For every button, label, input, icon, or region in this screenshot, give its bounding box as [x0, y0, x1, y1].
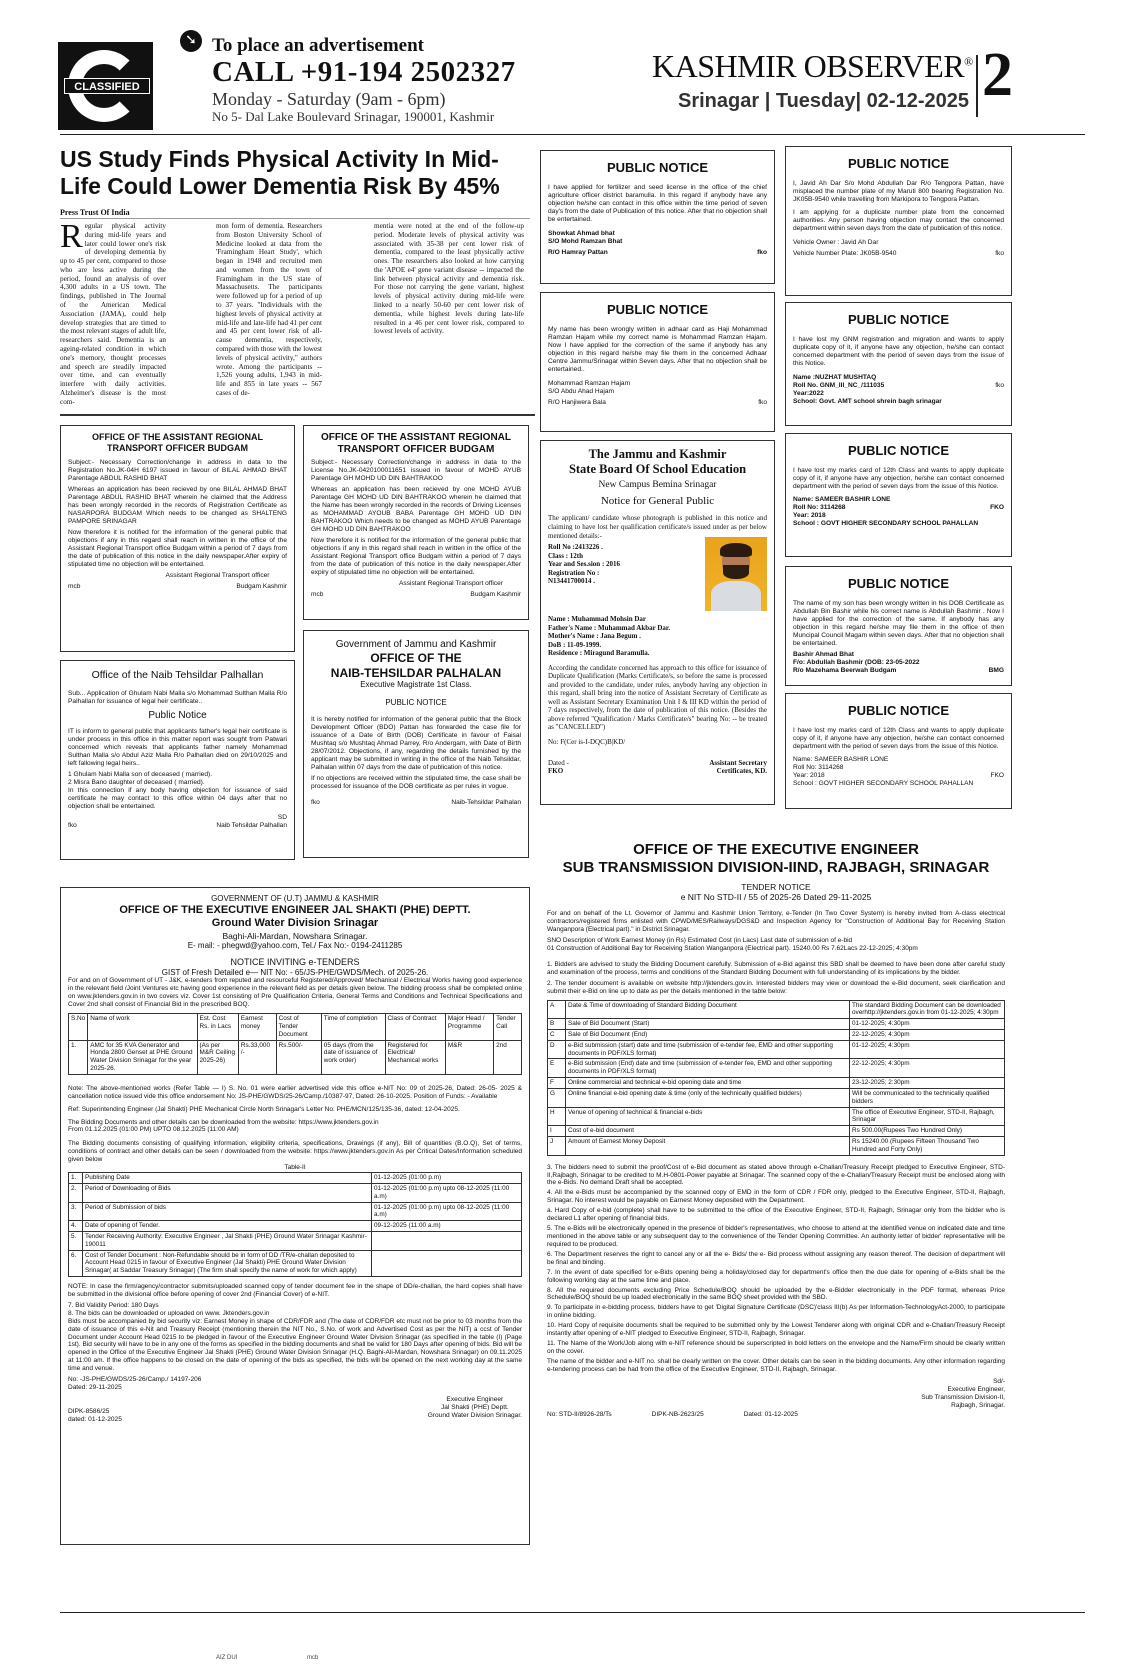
dipk-number: DIPK-8586/25 — [68, 1407, 110, 1415]
enit-number: e NIT No STD-II / 55 of 2025-26 Dated 29-11-2025 — [680, 891, 872, 902]
condition-paragraph: 4. All the e-Bids must be accompanied by the scanned copy of EMD in the form of CDR / FDR only, pledged to the Executive Engineer, STD-II, Rajbagh, Srinagar. No interest would be payable on Earnest Money deposited with the Department. — [547, 1189, 1005, 1205]
table-row — [69, 1221, 522, 1232]
notice-code: fko — [68, 822, 77, 830]
class: Class : 12th — [548, 551, 584, 560]
work-row-header: SNO Description of Work Earnest Money (in Rs) Estimated Cost (in Lacs) Last date of submission of e-bid — [547, 937, 853, 945]
notice-adhaar — [540, 292, 775, 432]
signatory-3: Ground Water Division Srinagar. — [427, 1412, 522, 1420]
notice-heading: TENDER NOTICE — [741, 881, 811, 892]
logo-text: CLASSIFIED — [64, 78, 150, 94]
applicant-name: Name :NUZHAT MUSHTAQ — [793, 373, 877, 381]
mother-name: Mother's Name : Jana Begum . — [548, 632, 641, 641]
table-cell: C — [548, 1030, 566, 1041]
table-cell: M&R — [445, 1040, 493, 1074]
table-header: Cost of Tender Document — [276, 1014, 321, 1040]
note: Note: The above-mentioned works (Refer Table — I) S. No. 01 were earlier advertised vide this office e-NIT No: 09 of 2025-26, Dated: 26-05- 2025 & cancellation notice issued vide this office endorsement No: JS-PHE/GWDS/25-26/Camp./10387-97, Dated: 26-10-2025. Position of Funds: - Available — [68, 1084, 522, 1100]
table-cell: e-Bid submission (start) date and time (submission of e-tender fee, EMD and other supporting documents in PDF/XLS format) — [566, 1040, 850, 1059]
signatory-1: Assistant Secretary — [709, 758, 767, 767]
notice-rto-registration — [60, 425, 295, 652]
note-2: NOTE: In case the firm/agency/contractor submits/uploaded scanned copy of tender document fee in the shape of DD/e-challan, the hard copies shall have be submitted in the divisional office before opening of cover 2nd (Financial Cover) of e-NIT. — [68, 1283, 522, 1298]
table-cell: Venue of opening of technical & financial e-bids — [566, 1107, 850, 1126]
work-row: 01 Construction of Additional Bay for Receiving Station Wanganpora (Electrical part). 15240.00 Rs 7.62Lacs 22-12-2025; 4:30pm — [547, 945, 918, 952]
notice-body: Whereas an application has been recieved by one MOHD AYUB Parentage GH MOHD UD DIN BAHTRAKOO wherein he claimed that the Name has been wrongly recorded in the records of Driving Licenses as MOHAMMAD AYOUB BABA Parentage GH MOHD UD DIN BAHTRAKOO Which needs to be changed as MOHD AYUB Parentage GH MOHD UD DIN BAHTRAKOO — [311, 486, 521, 534]
table-cell: Period of Submission of bids — [83, 1202, 372, 1221]
table-row — [69, 1202, 522, 1221]
table-cell: B — [548, 1019, 566, 1030]
table-cell: 22-12-2025; 4:30pm — [850, 1059, 1005, 1078]
notice-heading: NOTICE INVITING e-TENDERS — [230, 956, 360, 967]
applicant-parent: S/O Abdu Ahad Hajam — [548, 388, 614, 396]
table-cell: Date of opening of Tender. — [83, 1221, 372, 1232]
table-header: Earnest money — [238, 1014, 276, 1040]
notice-body: My name has been wrongly written in adhaar card as Haji Mohammad Ramzan Hajam while my correct name is Mohammad Ramzan Hajam. Now I have applied for the correction of the same if anybody has any objection in this regard he/she may file them in the concerned Adhaar Centre Jammu/Srinagar within Seven days. After that no objection shall be entertained.. — [548, 325, 767, 374]
table-cell: 2nd — [494, 1040, 522, 1074]
notice-code: fko — [995, 382, 1004, 390]
office-title: OFFICE OF THE ASSISTANT REGIONAL TRANSPORT OFFICER BUDGAM — [321, 432, 511, 455]
applicant-name: Mohammad Ramzan Hajam — [548, 380, 631, 388]
table-cell: Publishing Date — [83, 1173, 372, 1184]
table-cell: 5. — [69, 1231, 83, 1250]
notice-title: PUBLIC NOTICE — [606, 160, 709, 175]
notice-fertilizer — [540, 150, 775, 284]
table-row — [69, 1250, 522, 1276]
notice-code: FKO — [548, 767, 564, 776]
dipk-date: dated: 01-12-2025 — [68, 1416, 122, 1424]
bid-security: Bids must be accompanied by bid security viz: Earnest Money in shape of CDR/FDR and (The date of CDR/FDR etc must not be prior to 03 months from the date of issuance of this e-Nit and Treasury Receipt (mentioning therein the NIT No., S.No. of work and Advertised Cost as per the NIT) a ccst of Tender Document under Account Head 0215 to be pledged in favour of the Executive Engineer Ground Water Division Srinagar (as specified in the table (I) (Page 1st). Bid security will have to be in any one of the forms as specified in the bidding documents and shall be valid for 180 Days after opening of bids. Bid will be opened in the Office of the Executive Engineer Jal Shakti (PHE) Ground Water Division Srinagar (H.Q. Baghi-Ali-Mardan, Nowshara Srinagar) on 09.11.2025 at 11:00 am. If the office happens to be closed on the date of opening of the bids as specified, the bids will be opened on the next working day at the same time and venue. — [68, 1317, 522, 1373]
office-address: No 5- Dal Lake Boulevard Srinagar, 190001, Kashmir — [212, 109, 495, 124]
notice-code: FKO — [990, 503, 1004, 511]
notice-code: fko — [757, 249, 767, 257]
office-title-2: SUB TRANSMISSION DIVISION-IIND, RAJBAGH, SRINAGAR — [562, 859, 990, 877]
article-column-2: mon form of dementia. Researchers from Boston University School of Medicine looked at data from the 'Framingham Heart Study', which began in 1948 and recruited men and women from the town of Framingham in the US state of Massachusetts. The participants were followed up for a period of up to 37 years. "Individuals with the highest levels of physical activity at mid-life and late-life had 41 per cent and 45 per cent lower risk of all-cause dementia, respectively, compared with those with the lowest levels of physical activity," authors wrote. Among the participants -- 1,526 young adults, 1,943 in mid-life and 855 in late years -- 567 cases of de- — [216, 222, 322, 397]
subject: Sub... Application of Ghulam Nabi Malla s/o Mohammad Sulthan Malla R/o Palhallan for issuance of legal heir certificate.. — [68, 689, 287, 705]
signatory-1: Executive Engineer, — [947, 1385, 1005, 1393]
table-row — [548, 1078, 1005, 1089]
table-row — [548, 1107, 1005, 1126]
condition-paragraph: a. Hard Copy of e-bid (complete) shall have to be submitted to the office of the Executive Engineer, STD-II, Rajbagh, Srinagar only from the bidder who is declared L1 after opening of financial bids. — [547, 1207, 1005, 1223]
table-cell: 2. — [69, 1183, 83, 1202]
table-cell: Sale of Bid Document (Start) — [566, 1019, 850, 1030]
table-cell: 4. — [69, 1221, 83, 1232]
notice-vehicle — [785, 146, 1012, 296]
table-cell: Cost of Tender Document : Non-Refundable should be in form of DD /TR/e-challan deposited to Account Head 0215 in favour of Executive Engineer (Jal Shakti) PHE Ground Water Division Srinagar( at Saddar Treasury Srinagar) (The firm shall specify the name of work for which apply) — [83, 1250, 372, 1276]
page-number: 2 — [982, 41, 1013, 109]
board-title-1: The Jammu and Kashmir — [588, 447, 727, 461]
board-title-2: State Board Of School Education — [568, 462, 747, 477]
year: Year: 2018 — [793, 512, 826, 520]
notice-heading: Public Notice — [148, 709, 207, 721]
notice-naib-tehsildar-1 — [60, 660, 295, 860]
table-cell: Period of Downloading of Bids — [83, 1183, 372, 1202]
table-row — [548, 1136, 1005, 1155]
table-cell: 09-12-2025 (11:00 a.m) — [372, 1221, 522, 1232]
table-row — [548, 1000, 1005, 1019]
table-cell: 01-12-2025 (01:00 p.m) upto 08-12-2025 (11:00 a.m) — [372, 1202, 522, 1221]
applicant-address: R/o Mazehama Beerwah Budgam — [793, 667, 897, 675]
table-cell: G — [548, 1088, 566, 1107]
school: School : GOVT HIGHER SECONDARY SCHOOL PAHALLAN — [793, 780, 974, 788]
table-cell: (As per M&R Ceiling 2025-26) — [197, 1040, 238, 1074]
applicant-fo: F/o: Abdullah Bashmir (DOB: 23-05-2022 — [793, 659, 920, 667]
division: Ground Water Division Srinagar — [211, 917, 379, 930]
office-title: OFFICE OF THE EXECUTIVE ENGINEER JAL SHAKTI (PHE) DEPTT. — [119, 903, 471, 916]
table-cell: 05 days (from the date of issuance of work order) — [321, 1040, 385, 1074]
para-1: 1. Bidders are advised to study the Bidding Document carefully. Submission of e-Bid against this SBD shall be deemed to have been done after careful study and examination of the process, terms and conditions of the Standard Bidding Document with full understanding of its implications by the bidder. — [547, 960, 1005, 976]
condition-paragraph: 10. Hard Copy of requisite documents shall be required to be submitted only by the Lowest Tenderer along with original CDR and e-Challan/Treasury Receipt instantly after opening of e-NIT pledged to Executive Engineer, STD-II, Rajbagh, Srinagar. — [547, 1322, 1005, 1338]
office-title-2: NAIB-TEHSILDAR PALHALAN — [330, 665, 502, 680]
subject: Subject:- Necessary Correction/change in address in data to the License No.JK-0420100011651 issued in favour of MOHD AYUB Parentage GH MOHD UD DIN BAHTRAKOO — [311, 459, 521, 483]
table-cell: A — [548, 1000, 566, 1019]
table-cell: Tender Receiving Authority: Executive Engineer , Jal Shakti (PHE) Ground Water Srinagar Kashmir-190011 — [83, 1231, 372, 1250]
reference-number: No: F(Cer is-I-DQC)B|KD/ — [548, 737, 626, 746]
signatory-2: Certificates, KD. — [716, 767, 767, 776]
table-row — [69, 1173, 522, 1184]
notice-intro: The applicant/ candidate whose photograph is published in this notice and claiming to have lost her qualification certificate/s issued under as per below mentioned details:- — [548, 514, 767, 540]
board-campus: New Campus Bemina Srinagar — [598, 479, 717, 490]
table-header: Class of Contract — [385, 1014, 445, 1040]
notice-marks-card-2 — [785, 693, 1012, 809]
footer-mid: mcb — [307, 1655, 319, 1661]
table-cell: D — [548, 1040, 566, 1059]
condition-paragraph: 3. The bidders need to submit the proof/Cost of e-Bid document as stated above through e-Challan/Treasury Receipt pledged to Executive Engineer, STD-II,Rajbagh, Srinagar to be credited to M.H-0801-Power payable at Srinagar. The scanned copy of the e-Challan/Treasury Receipt must be enclosed along with the e-Bids. No demand Draft shall be accepted. — [547, 1163, 1005, 1187]
download-window: From 01.12.2025 (01:00 PM) UPTO 08.12.2025 (11:00 AM) — [68, 1126, 239, 1134]
conditions — [547, 1164, 1005, 1374]
table-header: Time of completion — [321, 1014, 385, 1040]
notice-body: I have lost my marks card of 12th Class and wants to apply duplicate copy of it, if anyone have any objection, he/she can contact concerned department with the period of seven days from the issue of this Notice. — [793, 466, 1004, 490]
table-cell: Sale of Bid Document (End) — [566, 1030, 850, 1041]
table-cell: The standard Bidding Document can be downloaded overhttp://jktenders.gov.in from 01-12-2025; 4:30pm — [850, 1000, 1005, 1019]
signatory-2: Sub Transmission Division-II, — [921, 1393, 1005, 1401]
arrow-icon: ➘ — [180, 30, 202, 52]
table-cell: 01-12-2025 (01:00 p.m) upto 08-12-2025 (11:00 a.m) — [372, 1183, 522, 1202]
office-title: Office of the Naib Tehsildar Palhallan — [91, 669, 264, 681]
table-cell: 01-12-2025; 4:30pm — [850, 1019, 1005, 1030]
notice-rto-license — [303, 425, 529, 620]
download-info: The Bidding Documents and other details can be downloaded from the website: https://www.jktenders.gov.in — [68, 1118, 379, 1126]
table-header: S.No — [69, 1014, 88, 1040]
applicant-name: Bashir Ahmad Bhat — [793, 651, 854, 659]
roll-number: Roll No: 3114268 — [793, 763, 844, 771]
condition-paragraph: The name of the bidder and e-NIT no. shall be clearly written on the cover. Other details can be seen in the bidding documents. Any other information regarding e-tendering process can be had from the office of the Executive Engineer, STD-II, Rajbagh, Srinagar. — [547, 1357, 1005, 1373]
signatory: Assistant Regional Transport officer — [399, 580, 503, 588]
school: School : GOVT HIGHER SECONDARY SCHOOL PAHALLAN — [793, 520, 979, 528]
sd: Sd/- — [993, 1377, 1005, 1385]
table-row — [548, 1126, 1005, 1137]
notice-heading: Notice for General Public — [600, 495, 715, 508]
article-headline: US Study Finds Physical Activity In Mid-Life Could Lower Dementia Risk By 45% — [60, 146, 500, 200]
notice-body: I have lost my marks card of 12th Class and wants to apply duplicate copy of it, if anyone have any objection, he/she can contact concerned department with the period of seven days from the issue of this Notice. — [793, 726, 1004, 750]
table-cell: 01-12-2025 (01:00 p.m) — [372, 1173, 522, 1184]
table-cell: 1. — [69, 1173, 83, 1184]
notice-code: BMG — [988, 667, 1004, 675]
table-header: Est. Cost Rs. in Lacs — [197, 1014, 238, 1040]
notice-dob — [785, 566, 1012, 686]
notice-title: PUBLIC NOTICE — [847, 703, 950, 718]
table-cell: Online commercial and technical e-bid opening date and time — [566, 1078, 850, 1089]
footer-left: AIZ DUI — [216, 1655, 238, 1661]
dipk-number: DIPK-NB-2623/25 — [651, 1411, 704, 1419]
condition-paragraph: 8. All the required documents excluding Price Schedule/BOQ should be uploaded by the e-Bidder electronically in the PDF format, whereas Price Schedule/BOQ should be up loaded electronically in the same BOQ sheet provided with the SBD. — [547, 1286, 1005, 1302]
notice-code: FKO — [990, 772, 1004, 780]
table-cell: Registered for Electrical/ Mechanical works — [385, 1040, 445, 1074]
dated: Dated: 01-12-2025 — [743, 1411, 798, 1419]
vehicle-plate: Vehicle Number Plate: JK05B-9540 — [793, 250, 897, 258]
table-cell: Amount of Earnest Money Deposit — [566, 1136, 850, 1155]
gist: GIST of Fresh Detailed e— NIT No: - 65/JS-PHE/GWDS/Mech. of 2025-26. — [161, 967, 429, 977]
sd: SD — [277, 814, 287, 822]
table-row — [548, 1040, 1005, 1059]
table2-title: Table-II — [284, 1164, 306, 1172]
table-cell: Online financial e-bid opening date & time (only of the technically qualified bidders) — [566, 1088, 850, 1107]
ad-line: To place an advertisement — [212, 35, 424, 56]
signatory-1: Executive Engineer — [446, 1395, 504, 1403]
schedule-table — [547, 1000, 1005, 1156]
table-cell: Rs.33,000 /- — [238, 1040, 276, 1074]
year: Year: 2018 — [793, 772, 825, 780]
notice-title: PUBLIC NOTICE — [847, 443, 950, 458]
applicant-parent: S/O Mohd Ramzan Bhat — [548, 238, 623, 246]
legal-heir-2: 2 Misra Bano daughter of deceased ( married). — [68, 779, 205, 787]
signatory: Naib-Tehsildar Palhalan — [451, 799, 521, 807]
table-header: Major Head / Programme — [445, 1014, 493, 1040]
table-cell: 6. — [69, 1250, 83, 1276]
condition-paragraph: 11. The Name of the Work/Job along with e-NIT reference should be superscripted in bold letters on the envelope and the Name/Firm should be clearly written on the cover. — [547, 1340, 1005, 1355]
bid-validity: 7. Bid Validity Period: 180 Days — [68, 1301, 159, 1309]
notice-code: fko — [758, 399, 767, 407]
table-row — [69, 1040, 522, 1074]
date-of-birth: DoB : 11-09-1999. — [548, 640, 602, 649]
notice-body-2: In this connection if any body having objection for issuance of said certificate he may contact to this office within 04 days after that no objection shall be entertained. — [68, 787, 287, 811]
table-cell: Will be communicated to the technically qualified bidders — [850, 1088, 1005, 1107]
signatory-place: Budgam Kashmir — [470, 591, 521, 599]
table-cell: 01-12-2025; 4:30pm — [850, 1040, 1005, 1059]
works-table — [68, 1013, 522, 1075]
masthead-title: KASHMIR OBSERVER — [652, 48, 965, 84]
condition-paragraph: 9. To participate in e-bidding process, bidders have to get 'Digital Signature Certificate (DSC)'class III(b) As per Information-TechnologyAct-2000, to participate in online bidding. — [547, 1304, 1005, 1320]
candidate-photo — [705, 537, 767, 611]
residence: Residence : Miragund Baramulla. — [548, 649, 650, 658]
table-header: Tender Call — [494, 1014, 522, 1040]
roll-number: Roll No. GNM_III_NC_/111035 — [793, 382, 885, 390]
notice-jkbose — [540, 440, 775, 805]
registered-mark: ® — [964, 54, 973, 69]
table-cell: The office of Executive Engineer, STD-II, Rajbagh, Srinagar — [850, 1107, 1005, 1126]
para-2: 2. The tender document is available on website http://jktenders.gov.in. Interested bidders may view or download the e-Bid document, seek clarification and submit their e-Bid on line up to date as per the details mentioned in the table below: — [547, 979, 1005, 995]
dated: Dated - — [548, 758, 569, 767]
reference-number: No: STD-II/8926-28/Ts — [547, 1411, 612, 1419]
table-row — [548, 1059, 1005, 1078]
table-row — [69, 1183, 522, 1202]
notice-body-2: If no objections are received within the stipulated time, the case shall be processed for issuance of the DOB certificate as per rules in vogue. — [311, 775, 521, 791]
table-cell: 1. — [69, 1040, 88, 1074]
table-cell: Date & Time of downloading of Standard Bidding Document — [566, 1000, 850, 1019]
article-text-1: egular physical activity during mid-life years and later could lower one's risk of developing dementia by up to 45 per cent, compared to those who are less active during the period, found an analysis of over 4,300 adults in a US town. The findings, published in The Journal of the American Medical Association (JAMA), could help develop strategies that are timed to the most relevant stages of adult life, researchers said. Dementia is an ageing-related condition in which one's memory, thought processes and speech are steadily impacted over time, and can eventually interfere with daily activities. Alzheimer's disease is the most com- — [60, 222, 166, 406]
notice-body: I have lost my GNM registration and migration and wants to apply duplicate copy of it, if anyone have any objection, he/she can contact concerned department with the period of seven days from the issue of this Notice. — [793, 335, 1004, 367]
notice-marks-card-1 — [785, 433, 1012, 557]
critical-dates-table — [68, 1172, 522, 1277]
table-cell: Rs.500/- — [276, 1040, 321, 1074]
table-cell: I — [548, 1126, 566, 1137]
legal-heir-1: 1 Ghulam Nabi Malla son of deceased ( married). — [68, 771, 213, 779]
phone-number[interactable]: CALL +91-194 2502327 — [212, 56, 516, 88]
reference: Ref: Superintending Engineer (Jal Shakti) PHE Mechanical Circle North Srinagar's Letter No: PHE/MCN/125/135-36, dated: 12-04-2025. — [68, 1105, 460, 1113]
table-cell: Cost of e-bid document — [566, 1126, 850, 1137]
notice-body-1: I, Javid Ah Dar S/o Mohd Abdullah Dar R/o Tengpora Pattan, have misplaced the number plate of my Maruti 800 bearing Registration No. JK05B-9540 while travelling from Markipora to Tengpora Pattan. — [793, 179, 1004, 203]
notice-code: mcb — [311, 591, 324, 599]
notice-code: mcb — [68, 583, 81, 591]
year: Year:2022 — [793, 390, 824, 398]
office-title-1: OFFICE OF THE EXECUTIVE ENGINEER — [633, 841, 919, 858]
notice-naib-tehsildar-2 — [303, 630, 529, 858]
signatory: Naib Tehsildar Palhallan — [216, 822, 287, 830]
applicant-name: Name: SAMEER BASHIR LONE — [793, 495, 891, 503]
notice-title: PUBLIC NOTICE — [606, 302, 709, 317]
intro: For and on of Government of UT - J&K, e-tenders from reputed and resourceful Registered/Approved/ Mechanical / Electrical Works having good experience in the relevant field /Joint Ventures etc having good experience in the relevant field as per details given below. The bidding process shall be completed online on www.jktenders.gov.in in two covers viz. Cover 1st consisting of Pre Qualification Criteria, General Terms and Conditions and Technical Specifications and Cover 2nd shall consist of Financial Bid in the prescribed BOQ. — [68, 977, 522, 1009]
government: Government of Jammu and Kashmir — [335, 639, 497, 650]
notice-body: IT is inform to general public that applicants father's legal heir certificate is under process in this office in this matter report was sought from Patwari concerned which reveals that applicants father namely Mohammad Sulthan Malla s/o Abdul Aziz Malla R/o Palhallan died on 29/10/2025 and left fallowing legal heirs.. — [68, 728, 287, 768]
notice-body: According the candidate concerned has approach to this office for issuance of Duplicate Qualification (Marks Certificate/s, so before the same is processed and provided to the candidate, under rules, anybody having any objection in this regard, shall bring into the notice of Assistant Secretary of Certificate as well as Assistant Secretary Examination Unit I & III KD within the period of 7 days respectively, from the date of publication of this notice. (Besides the above referred "Qualification / Marks Certificate/s" bearing No: -- be treated as "CANCELLED") — [548, 663, 767, 732]
vehicle-owner: Vehicle Owner : Javid Ah Dar — [793, 239, 879, 247]
applicant-address: R/O Hamray Pattan — [548, 249, 608, 257]
classified-logo — [58, 42, 153, 130]
reference-number: No: -JS-PHE/GWDS/25-26/Camp./ 14197-206 — [68, 1376, 202, 1384]
session: Year and Ses.sion : 2016 — [548, 560, 621, 569]
notice-body: Whereas an application has been recieved by one BILAL AHMAD BHAT Parentage ABDUL RASHID BHAT wherein he claimed that the Address has been wrongly recorded in the records of Registration Certificate as NASARPORA BUDGAM Which needs to be changed as SHALTENG PAMPORE SRINAGAR — [68, 485, 287, 525]
applicant-name: Showkat Ahmad bhat — [548, 230, 615, 238]
notice-code: fko — [995, 250, 1004, 258]
school: School: Govt. AMT school shrein bagh srinagar — [793, 398, 942, 406]
table-cell: e-Bid submission (End) date and time (submission of e-tender fee, EMD and other supporting documents in PDF/XLS format) — [566, 1059, 850, 1078]
table-cell — [372, 1231, 522, 1250]
applicant-address: R/O Hanjiwera Bala — [548, 399, 606, 407]
signatory-2: Jal Shakti (PHE) Deptt. — [440, 1404, 509, 1412]
intro: For and on behalf of the Lt. Governor of Jammu and Kashmir Union Territory, e-Tender (In Two Cover System) is hereby invited from A-class electrical contractors/registered firms enlisted with CPWD/MES/Railways/DGS&D and Inspection Agency for "Construction of Additional Bay for Receiving Station Wanganpora (Electrical part)." in District Srinagar. — [547, 910, 1005, 934]
notice-heading: PUBLIC NOTICE — [385, 698, 447, 708]
bid-portal: 8. The bids can be downloaded or uploaded on www. Jktenders.gov.in — [68, 1309, 270, 1317]
notice-gnm — [785, 302, 1012, 426]
table-cell: H — [548, 1107, 566, 1126]
dated: Dated: 29-11-2025 — [68, 1384, 122, 1392]
article-byline: Press Trust Of India — [60, 208, 130, 217]
signatory-3: Rajbagh, Srinagar. — [951, 1401, 1005, 1409]
bid-docs-info: The Bidding documents consisting of qualifying information, eligibility criteria, specifications, Drawings (if any), Bill of quantities (B.O.Q), Set of terms, conditions of contract and other details can be seen / downloaded from the website: https://www.jktenders.gov.in As per Critical Dates/Information scheduled given below — [68, 1140, 522, 1164]
notice-body: The name of my son has been wrongly written in his DOB Certificate as Abdullah Bin Bashir while his correct name is Abdullah Bashmir . Now I have applied for the correction of the same. If anybody has any objection in this regard he/she may file them in the office of then Muncipal Council Magam within seven days. After that no objection shall be entertained. — [793, 599, 1004, 648]
drop-cap: R — [60, 222, 83, 255]
notice-code: fko — [311, 799, 320, 807]
table-cell: J — [548, 1136, 566, 1155]
roll-number: Roll No: 3114268 — [793, 503, 846, 511]
notice-body-2: Now therefore it is notified for the information of the general public that objections if any in this regard shall reach in written in the office of the Assistant Regional Transport office Budgam within a period of 7 days from the date of publication of this notice in the daily newspaper.After expiry of stipulated time no objection will be entertained. — [68, 528, 287, 568]
notice-body-2: Now therefore it is notified for the information of the general public that objections if any in this regard shall reach in written in the office of the Assistant Regional Transport office Budgam within a period of 7 days from the date of publication of this notice in the daily newspaper.After expiry of stipulated time no objection will be entertained. — [311, 537, 521, 577]
table-header: Name of work — [88, 1014, 197, 1040]
article-column-3: mentia were noted at the end of the follow-up period. Moderate levels of physical activity was associated with 35-38 per cent lower risk of dementia, compared to the least physically active ones. The researchers also looked at how carrying the 'APOE e4' gene variant disease -- impacted the link between physical activity and dementia risk. For those not carrying the gene variant, highest levels of physical activity during mid-life were linked to a nearly 50-60 per cent lower risk of dementia, while highest levels during late-life resulted in a 46 per cent lower risk, compared to lowest levels of activity. — [374, 222, 524, 336]
government: GOVERNMENT OF (U.T) JAMMU & KASHMIR — [211, 894, 379, 903]
table-cell: 22-12-2025; 4:30pm — [850, 1030, 1005, 1041]
registration-number: N13441700014 . — [548, 577, 596, 586]
table-row — [548, 1019, 1005, 1030]
signatory-place: Budgam Kashmir — [236, 583, 287, 591]
registration-label: Registration No : — [548, 568, 600, 577]
office-address: Baghi-Ali-Mardan, Nowshara Srinagar. — [222, 930, 368, 941]
table-cell: Rs 15240.00 (Rupees Fifteen Thousand Two Hundred and Forty Only) — [850, 1136, 1005, 1155]
condition-paragraph: 5. The e-Bids will be electronically opened in the presence of bidder's representatives, who choose to attend at the identified venue on indicated date and time mentioned in the above table or any subsequent day to the convenience of the Tender Opening Committee. An authority letter of bidder' representative will be required to be produced. — [547, 1225, 1005, 1248]
applicant-name: Name: SAMEER BASHIR LONE — [793, 755, 889, 763]
table-cell: AMC for 35 KVA Generator and Honda 2800 Genset at PHE Ground Water Division Srinagar for the year 2025-26. — [88, 1040, 197, 1074]
table-cell — [372, 1250, 522, 1276]
condition-paragraph: 6. The Department reserves the right to cancel any or all the e- Bids/ the e- Bid process without assigning any reason thereof. The decision of department will be final and binding. — [547, 1250, 1005, 1266]
table-row — [548, 1088, 1005, 1107]
dateline: Srinagar | Tuesday| 02-12-2025 — [678, 90, 969, 112]
roll-number: Roll No :2413226 . — [548, 543, 603, 552]
magistrate: Executive Magistrate 1st Class. — [360, 680, 472, 690]
notice-title: PUBLIC NOTICE — [847, 576, 950, 591]
office-hours: Monday - Saturday (9am - 6pm) — [212, 89, 446, 109]
notice-title: PUBLIC NOTICE — [847, 312, 950, 327]
tender-std — [540, 835, 1012, 1545]
condition-paragraph: 7. In the event of date specified for e-Bids opening being a holiday/closed day for department's office then the due date for opening of e-Bids shall be the following working day at the same time and place. — [547, 1268, 1005, 1284]
contact: E- mail: - phegwd@yahoo.com, Tel./ Fax No:- 0194-2411285 — [187, 940, 403, 950]
office-title: OFFICE OF THE ASSISTANT REGIONAL TRANSPORT OFFICER BUDGAM — [92, 432, 263, 453]
table-cell: Rs 500.00(Rupees Two Hundred Only) — [850, 1126, 1005, 1137]
table-cell: 23-12-2025; 2:30pm — [850, 1078, 1005, 1089]
masthead — [652, 48, 973, 85]
table-row — [548, 1030, 1005, 1041]
office-title-1: OFFICE OF THE — [370, 651, 462, 666]
father-name: Father's Name : Muhammad Akbar Dar. — [548, 623, 671, 632]
table-cell: E — [548, 1059, 566, 1078]
tender-phe — [60, 887, 530, 1545]
notice-body: I have applied for fertilizer and seed license in the office of the chief agriculture officer district baramulla. In this regard if anybody have any objection he/she can contact in this office within the time period of seven day's from the date of Publication of this notice. After that no objection shall be entertained. — [548, 183, 767, 223]
notice-title: PUBLIC NOTICE — [847, 156, 950, 171]
table-cell: F — [548, 1078, 566, 1089]
signatory: Assistant Regional Transport officer — [165, 572, 270, 579]
candidate-name: Name : Muhammad Mohsin Dar — [548, 615, 646, 624]
table-cell: 3. — [69, 1202, 83, 1221]
table-row — [69, 1231, 522, 1250]
article-column-1 — [60, 222, 166, 412]
notice-body-2: I am applying for a duplicate number plate from the concerned authorities. Any person having objection may contact the concerned department within seven days from the date of publication of this notice. — [793, 208, 1004, 233]
subject: Subject:- Necessary Correction/change in address in data to the Registration No.JK-04H 6197 issued in favour of BILAL AHMAD BHAT Parentage ABDUL RASHID BHAT — [68, 458, 287, 482]
notice-body: It is hereby notified for information of the general public that the Block Development Officer (BDO) Pattan has forwarded the case file for issuance of a Date of Birth (DOB) Certificate in favour of Faisal Mushtaq s/o Mushtaq Ahmad Parrey, R/o Andergam, with Date of Birth 28/07/2012. Objections, if any, regarding the details furnished by the applicant may be submitted in writing in the office of the Naib Tehsildar, Palhalan within 07 days from the date of publication of this notice. — [311, 715, 521, 772]
